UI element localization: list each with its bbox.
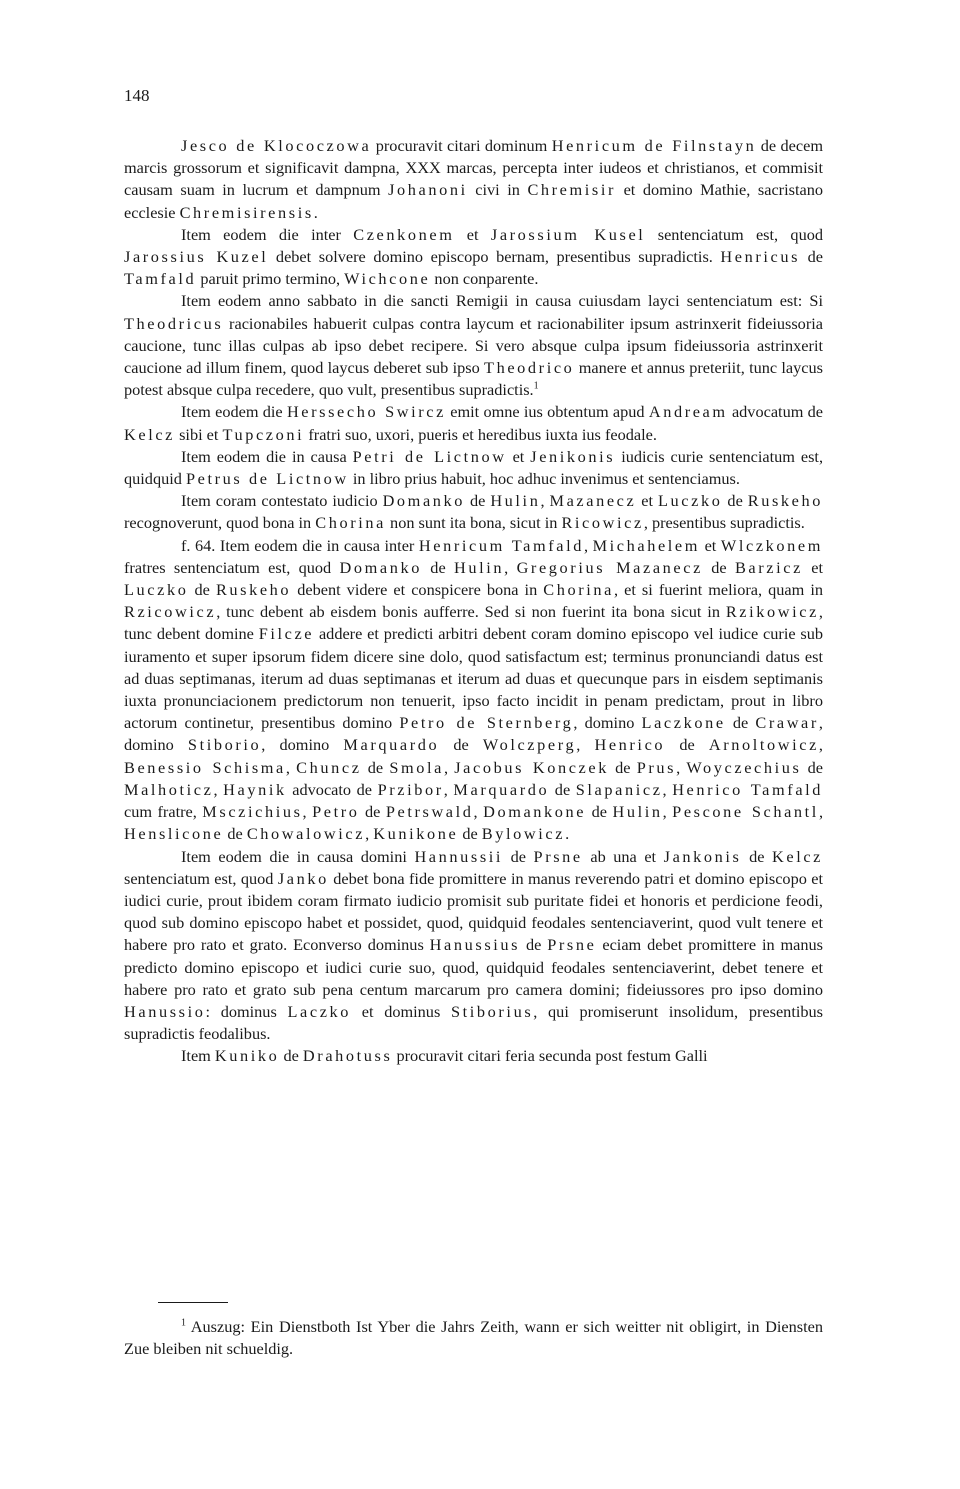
- text-run: cum fratre,: [124, 802, 203, 822]
- spaced-name: Kelcz: [772, 846, 824, 866]
- spaced-name: Smola: [389, 757, 444, 777]
- paragraph: [124, 535, 823, 846]
- spaced-name: Henrico: [594, 735, 666, 755]
- text-run: et: [802, 557, 823, 577]
- spaced-name: Prsne: [533, 846, 583, 866]
- text-run: , tunc debent domine: [124, 602, 823, 644]
- text-run: de: [586, 802, 613, 822]
- spaced-name: Ruskeho: [215, 580, 292, 600]
- spaced-name: Czenkonem: [353, 224, 455, 244]
- spaced-name: Jarossium Kusel: [490, 224, 646, 244]
- text-run: Auszug: Ein Dienstboth Ist Yber die Jahrs Zeith, wann er sich weitter nit obligirt, in Diensten Zue bleiben nit schueldig.: [124, 1317, 823, 1359]
- text-run: ,: [443, 779, 454, 799]
- text-run: procuravit citari dominum: [371, 136, 552, 155]
- text-run: ,: [365, 824, 374, 844]
- spaced-name: Laczko: [287, 1001, 352, 1021]
- text-run: de: [722, 491, 748, 511]
- text-run: et: [506, 446, 531, 466]
- text-run: de: [421, 557, 455, 577]
- spaced-name: Tamfald: [124, 269, 197, 289]
- text-run: ,: [576, 735, 595, 755]
- spaced-name: Filcze: [258, 624, 315, 644]
- text-run: de: [549, 779, 576, 799]
- text-run: non conparente.: [430, 269, 539, 289]
- text-run: Item eodem die in causa domini: [181, 846, 415, 866]
- text-run: de: [439, 735, 483, 755]
- text-run: , presentibus supradictis.: [643, 513, 805, 533]
- spaced-name: Michahelem: [592, 535, 701, 555]
- footnote-marker: 1: [533, 380, 539, 392]
- footnote: [124, 1316, 823, 1360]
- spaced-name: Marquardo: [343, 735, 440, 755]
- spaced-name: Prus: [636, 757, 677, 777]
- spaced-name: Slapanicz: [575, 779, 663, 799]
- text-run: manere et annus preteriit, tunc laycus potest absque culpa recedere, quo vult, presentibus supradictis.: [124, 358, 823, 400]
- spaced-name: Domankone: [483, 802, 587, 822]
- text-run: ,: [473, 802, 484, 822]
- spaced-name: Barzicz: [734, 557, 803, 577]
- text-run: de decem marcis grossorum et significavit dampna, XXX marcas, percepta inter iudeos et christianos, et commisit causam suam in lucrum et dampnum: [124, 136, 823, 200]
- paragraph: [124, 846, 823, 1046]
- text-run: emit omne ius obtentum apud: [445, 402, 649, 422]
- text-run: ,: [443, 757, 455, 777]
- text-run: in libro prius habuit, hoc adhuc invenimus et sentenciamus.: [348, 469, 740, 489]
- text-run: sentenciatum est, quod: [645, 224, 823, 244]
- spaced-name: Petrswald: [385, 802, 474, 822]
- text-run: Item: [181, 1046, 215, 1066]
- paragraph: [124, 135, 823, 224]
- spaced-name: Jacobus Konczek: [454, 757, 609, 777]
- spaced-name: Stiborio: [187, 735, 262, 755]
- text-run: fratres sentenciatum est, quod: [124, 557, 340, 577]
- spaced-name: Hulin: [490, 491, 541, 511]
- spaced-name: Rzicowicz: [124, 602, 217, 622]
- text-run: de: [503, 846, 534, 866]
- spaced-name: Hanussio: [124, 1001, 206, 1021]
- spaced-name: Tupczoni: [222, 424, 305, 444]
- text-run: debet bona fide promittere in manus reverendo patri et domino episcopo et iudici curie, prout ibidem coram firmato iudicio promisit sub puritate fidei et honoris et perdicione feodi, quod sub domino episcopo habet et possidet, quod, quidquid feodales sentenciaverint, quod vult tenere et habere pro rato et grato. Econverso dominus: [124, 868, 824, 955]
- text-run: ,: [676, 757, 687, 777]
- page-number: 148: [124, 86, 150, 105]
- spaced-name: Henricum de Filnstayn: [551, 136, 757, 155]
- text-run: de: [741, 846, 773, 866]
- spaced-name: Henslicone: [124, 824, 224, 844]
- text-run: Item eodem die inter: [181, 224, 354, 244]
- spaced-name: Herssecho Swircz: [286, 402, 446, 422]
- text-run: debet solvere domino episcopo bernam, presentibus supradictis.: [268, 247, 721, 267]
- spaced-name: Luczko: [124, 580, 189, 600]
- text-run: , domino: [261, 735, 344, 755]
- text-run: , tunc debent ab eisdem bonis aufferre. Sed si non fuerint ita bona sicut in: [216, 602, 726, 622]
- text-run: ,: [504, 557, 517, 577]
- spaced-name: Marquardo: [453, 779, 550, 799]
- spaced-name: Pescone Schantl: [672, 802, 819, 822]
- spaced-name: Haynik: [223, 779, 287, 799]
- spaced-name: Petri de Lictnow: [352, 446, 507, 466]
- text-run: ,: [818, 802, 824, 822]
- spaced-name: Petro: [312, 802, 360, 822]
- spaced-name: Chorina: [315, 513, 386, 533]
- spaced-name: Przibor: [377, 779, 444, 799]
- text-run: de: [279, 1046, 303, 1066]
- spaced-name: Jenikonis: [530, 446, 616, 466]
- spaced-name: Crawar: [755, 713, 819, 733]
- text-run: fratri suo, uxori, pueris et heredibus iuxta ius feodale.: [304, 424, 657, 444]
- text-run: ,: [302, 802, 313, 822]
- spaced-name: Ruskeho: [747, 491, 823, 511]
- spaced-name: Petrus de Lictnow: [185, 469, 349, 489]
- text-run: paruit primo termino,: [196, 269, 345, 289]
- text-run: racionabiles habuerit culpas contra laycum et racionabiliter ipsum astrinxerit fideiussoria caucione, tunc illas culpas ab ipso debet recipere. Si vero absque culpa ipsum fideiussoria astrinxerit caucione ad illum finem, quod laycus deberet sub ipso: [124, 313, 823, 378]
- text-run: non sunt ita bona, sicut in: [385, 513, 562, 533]
- text-run: addere et predicti arbitri debent coram domino episcopo vel iudice curie sub iuramento et super ipsorum fidem dicere sine dolo, quod satisfactum est; terminus pronunciandi datus est ad duas septimanas, iterum ad duas septimanas et iterum ad duas et quecunque pars in eisdem septimanis iuxta pronunciacionem predictorum non tenuerit, ipso facto incidit in penam predictam, prout in libro actorum continetur, presentibus domino: [124, 624, 824, 733]
- text-run: et: [700, 535, 721, 555]
- spaced-name: Hulin: [454, 557, 505, 577]
- spaced-name: Mazanecz: [549, 491, 637, 511]
- text-run: et: [636, 491, 658, 511]
- footnote-marker: 1: [181, 1317, 186, 1329]
- spaced-name: Henricus: [720, 247, 801, 267]
- text-run: sentenciatum est, quod: [124, 868, 278, 888]
- spaced-name: Chowalowicz: [246, 824, 366, 844]
- text-run: civi in: [467, 180, 528, 200]
- text-run: ,: [213, 779, 224, 799]
- spaced-name: Domanko: [382, 491, 466, 511]
- text-run: ab una et: [582, 846, 664, 866]
- spaced-name: Jarossius Kuzel: [124, 247, 269, 267]
- spaced-name: Kunikone: [373, 824, 459, 844]
- text-run: debent videre et conspicere bona in: [291, 580, 544, 600]
- paragraph: [124, 1045, 823, 1067]
- spaced-name: Wlczkonem: [720, 535, 824, 555]
- spaced-name: Prsne: [547, 935, 597, 955]
- text-run: et: [454, 224, 491, 244]
- text-run: et dominus: [351, 1001, 451, 1021]
- spaced-name: Domanko: [339, 557, 422, 577]
- text-run: Item coram contestato iudicio: [181, 491, 383, 511]
- text-run: de: [800, 247, 823, 267]
- text-run: , domino: [124, 713, 823, 755]
- text-run: de: [608, 757, 637, 777]
- spaced-name: Laczkone: [641, 713, 726, 733]
- text-run: et domino Mathie, sacristano ecclesie: [124, 180, 823, 222]
- text-run: recognoverunt, quod bona in: [124, 513, 316, 533]
- spaced-name: Stiborius: [450, 1001, 534, 1021]
- spaced-name: Gregorius Mazanecz: [516, 557, 703, 577]
- text-run: de: [361, 757, 390, 777]
- text-run: ,: [285, 757, 297, 777]
- spaced-name: Theodrico: [484, 358, 575, 378]
- spaced-name: Msczichius: [202, 802, 303, 822]
- text-run: de: [801, 757, 824, 777]
- spaced-name: Janko: [277, 868, 329, 888]
- text-run: , qui promiserunt insolidum, presentibus supradictis feodalibus.: [124, 1001, 823, 1044]
- text-run: de: [702, 557, 735, 577]
- text-run: de: [223, 824, 247, 844]
- paragraph: [124, 490, 823, 534]
- text-run: de: [520, 935, 548, 955]
- spaced-name: Arnoltowicz: [708, 735, 819, 755]
- text-run: advocato de: [286, 779, 378, 799]
- text-run: ,: [662, 779, 673, 799]
- paragraph: [124, 224, 823, 291]
- spaced-name: Bylowicz: [481, 824, 566, 844]
- spaced-name: Theodricus: [124, 313, 224, 333]
- spaced-name: Kuniko: [214, 1046, 280, 1066]
- spaced-name: Hulin: [612, 802, 663, 822]
- spaced-name: Kelcz: [124, 424, 176, 444]
- text-run: , domino: [573, 713, 642, 733]
- text-run: ,: [818, 735, 823, 755]
- spaced-name: Hanussius: [429, 935, 521, 955]
- text-run: , et si fuerint meliora, quam in: [614, 580, 823, 600]
- text-run: iudicis curie sentenciatum est, quidquid: [124, 446, 824, 489]
- spaced-name: Henricum Tamfald: [418, 535, 584, 555]
- spaced-name: Wichcone: [344, 269, 431, 289]
- spaced-name: Chuncz: [296, 757, 362, 777]
- text-run: procuravit citari feria secunda post festum Galli: [392, 1046, 708, 1066]
- spaced-name: Chorina: [543, 580, 614, 600]
- text-run: sibi et: [175, 424, 223, 444]
- spaced-name: Benessio Schisma: [124, 757, 286, 777]
- footnote-divider: [158, 1302, 228, 1303]
- text-run: de: [725, 713, 756, 733]
- text-run: de: [665, 735, 709, 755]
- text-run: de: [465, 491, 491, 511]
- spaced-name: Ricowicz: [561, 513, 644, 533]
- text-run: Item eodem die: [181, 402, 287, 422]
- text-run: Item eodem anno sabbato in die sancti Remigii in causa cuiusdam layci sentenciatum est: Si: [181, 291, 823, 311]
- text-run: de: [458, 824, 482, 844]
- text-run: Item eodem die in causa: [181, 446, 353, 466]
- spaced-name: Chremisir: [527, 180, 617, 200]
- spaced-name: Malhoticz: [124, 779, 214, 799]
- spaced-name: Rzikowicz: [725, 602, 819, 622]
- body-text: [124, 135, 823, 1068]
- spaced-name: Wolczperg: [482, 735, 577, 755]
- paragraph: [124, 290, 823, 401]
- paragraph: [124, 446, 823, 490]
- spaced-name: Chremisirensis: [179, 202, 314, 222]
- spaced-name: Woyczechius: [686, 757, 802, 777]
- spaced-name: Jesco de Klococzowa: [181, 136, 372, 155]
- spaced-name: Andream: [648, 402, 728, 422]
- spaced-name: Johanoni: [388, 180, 468, 200]
- text-run: : dominus: [205, 1001, 288, 1021]
- spaced-name: Drahotuss: [302, 1046, 393, 1066]
- text-run: de: [359, 802, 386, 822]
- text-run: ,: [583, 535, 593, 555]
- text-run: .: [313, 202, 318, 222]
- text-run: ,: [662, 802, 673, 822]
- text-run: de: [188, 580, 216, 600]
- spaced-name: Henrico Tamfald: [672, 779, 824, 799]
- text-run: eciam debet promittere in manus predicto domino episcopo et iudici curie suo, quod, quidquid feodales sentenciaverint, debet tenere et habere pro rato et grato sub pena centum marcarum pro camera domini; fideiussores pro ipso domino: [124, 935, 823, 999]
- text-run: .: [565, 824, 570, 844]
- spaced-name: Jankonis: [663, 846, 742, 866]
- text-run: f. 64. Item eodem die in causa inter: [181, 535, 419, 555]
- paragraph: [124, 401, 823, 445]
- spaced-name: Luczko: [658, 491, 723, 511]
- spaced-name: Hannussii: [414, 846, 504, 866]
- text-run: advocatum de: [727, 402, 824, 422]
- spaced-name: Petro de Sternberg: [399, 713, 574, 733]
- text-run: ,: [540, 491, 550, 511]
